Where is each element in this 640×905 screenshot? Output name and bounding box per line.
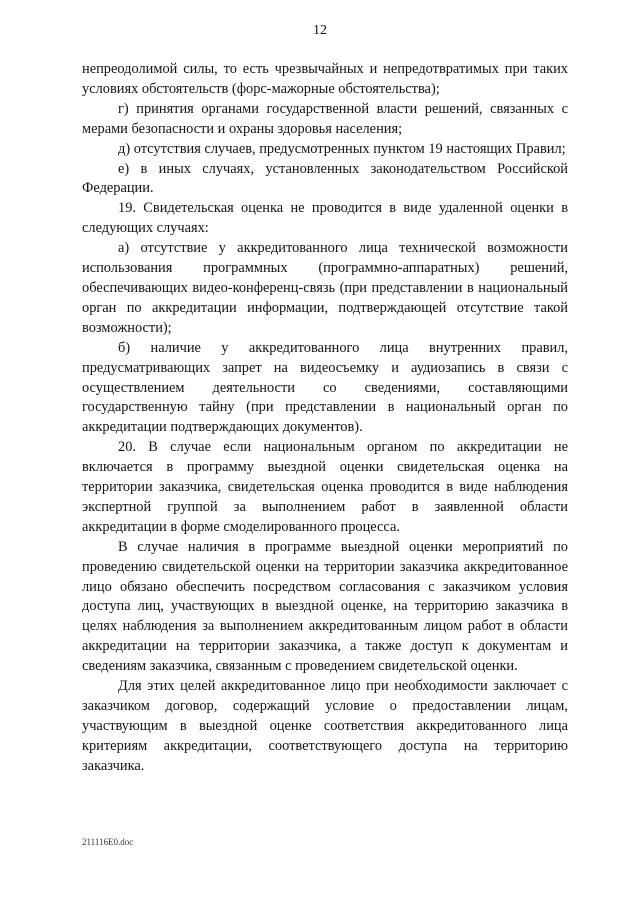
paragraph-clause-19-a: а) отсутствие у аккредитованного лица технической возможности использования программных (программно-аппаратных) решений, обеспечивающих видео-конференц-связь (при представлении в национальный орган по аккредитации информации, подтверждающей отсутствие такой возможности); [82, 240, 568, 336]
paragraph-clause-19-b: б) наличие у аккредитованного лица внутренних правил, предусматривающих запрет на видеосъемку и аудиозапись в связи с осуществлением деятельности со сведениями, составляющими государственную тайну (при представлении в национальный орган по аккредитации подтверждающих документов). [82, 339, 568, 436]
paragraph-clause-19: 19. Свидетельская оценка не проводится в виде удаленной оценки в следующих случаях: [82, 200, 568, 237]
page-number: 12 [313, 23, 327, 38]
paragraph-clause-20: 20. В случае если национальным органом по аккредитации не включается в программу выездной оценки свидетельская оценка на территории заказчика, свидетельская оценка проводится в виде наблюдения экспертной группой за выполнением работ в заявленной области аккредитации в форме смоделированного процесса. [82, 439, 568, 535]
paragraph-item-d: д) отсутствия случаев, предусмотренных пунктом 19 настоящих Правил; [118, 140, 566, 157]
paragraph-clause-20-access: В случае наличия в программе выездной оценки мероприятий по проведению свидетельской оценки на территории заказчика аккредитованное лицо обязано обеспечить посредством согласования с заказчиком условия доступа лиц, участвующих в выездной оценке, на территорию заказчика в целях наблюдения за выполнением аккредитованным лицом работ в области аккредитации на территории заказчика, а также доступ к документам и сведениям заказчика, связанным с проведением свидетельской оценки. [82, 538, 568, 675]
paragraph-item-g: г) принятия органами государственной власти решений, связанных с мерами безопасности и охраны здоровья населения; [82, 100, 568, 137]
paragraph-clause-20-contract: Для этих целей аккредитованное лицо при необходимости заключает с заказчиком договор, содержащий условие о предоставлении лицам, участвующим в выездной оценке соответствия аккредитованного лица критериям аккредитации, соответствующего доступа на территорию заказчика. [82, 678, 568, 774]
footer-file-code: 211116E0.doc [82, 837, 134, 847]
paragraph-continuation: непреодолимой силы, то есть чрезвычайных и непредотвратимых при таких условиях обстоятельств (форс-мажорные обстоятельства); [82, 61, 568, 97]
paragraph-item-e: е) в иных случаях, установленных законодательством Российской Федерации. [82, 160, 568, 197]
document-body [82, 60, 568, 777]
